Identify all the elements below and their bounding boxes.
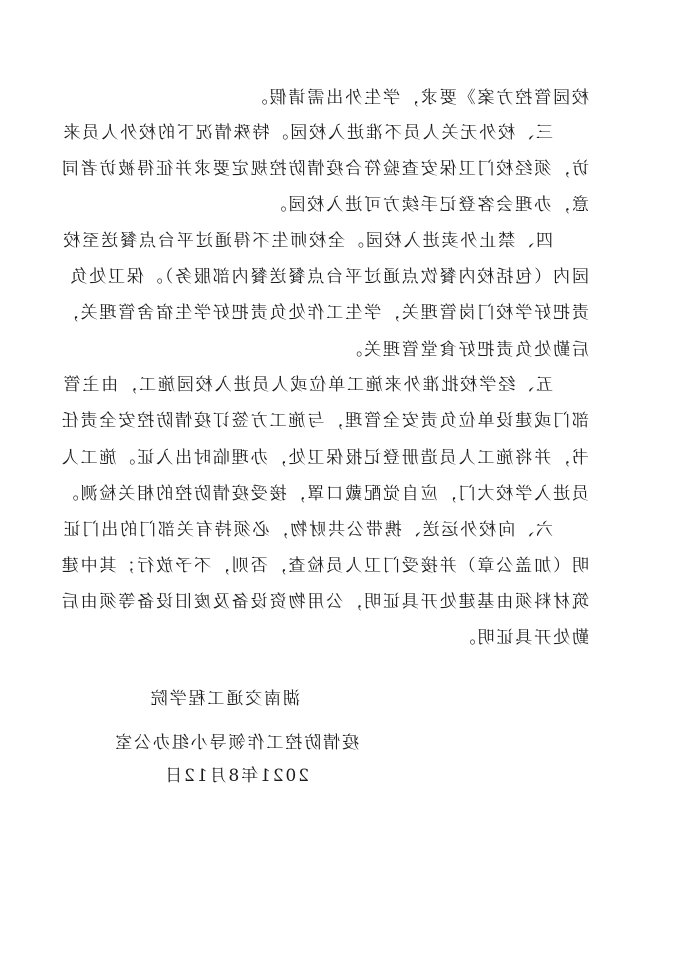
body-line: 六、向校外运送、携带公共财物，必须持有关部门的出门证	[61, 520, 553, 540]
body-line: 三、校外无关人员不准进入校园。特殊情况下的校外人员来	[61, 123, 553, 143]
signature-institution: 湖南交通工程学院	[148, 689, 300, 709]
body-line: 责把好学校门岗管理关，学生工作处负责把好学生宿舍管理关，	[59, 303, 589, 323]
body-line: 后勤处负责把好食堂管理关。	[343, 340, 589, 360]
body-line: 意，办理会客登记手续方可进入校园。	[267, 195, 589, 215]
body-line: 筑材料须由基建处开具证明，公用物资设备及废旧设备等须由后	[59, 592, 589, 612]
signature-office: 疫情防控工作领导小组办公室	[113, 733, 359, 753]
body-line: 校园管控方案》要求，学生外出需请假。	[248, 88, 589, 108]
body-line: 勤处开具证明。	[456, 628, 589, 648]
body-line: 明（加盖公章）并接受门卫人员检查，否则，不予放行；其中建	[59, 556, 589, 576]
body-line: 访，须经校门卫保安查验符合疫情防控规定要求并征得被访者同	[59, 159, 589, 179]
body-line: 员进入学校大门，应自觉配戴口罩，接受疫情防控的相关检测。	[59, 484, 589, 504]
body-line: 部门或建设单位负责安全管理，与施工方签订疫情防控安全责任	[59, 411, 589, 431]
body-line: 园内（包括校内餐饮点通过平台点餐送餐内部服务）。保卫处负	[68, 267, 589, 287]
signature-date: 2021年8月12日	[163, 766, 309, 786]
body-line: 四、禁止外卖进入校园。全校师生不得通过平台点餐送至校	[61, 231, 553, 251]
body-line: 书，并将施工人员造册登记报保卫处，办理临时出入证。施工人	[59, 448, 589, 468]
body-line: 五、经学校批准外来施工单位或人员进入校园施工，由主管	[61, 375, 553, 395]
